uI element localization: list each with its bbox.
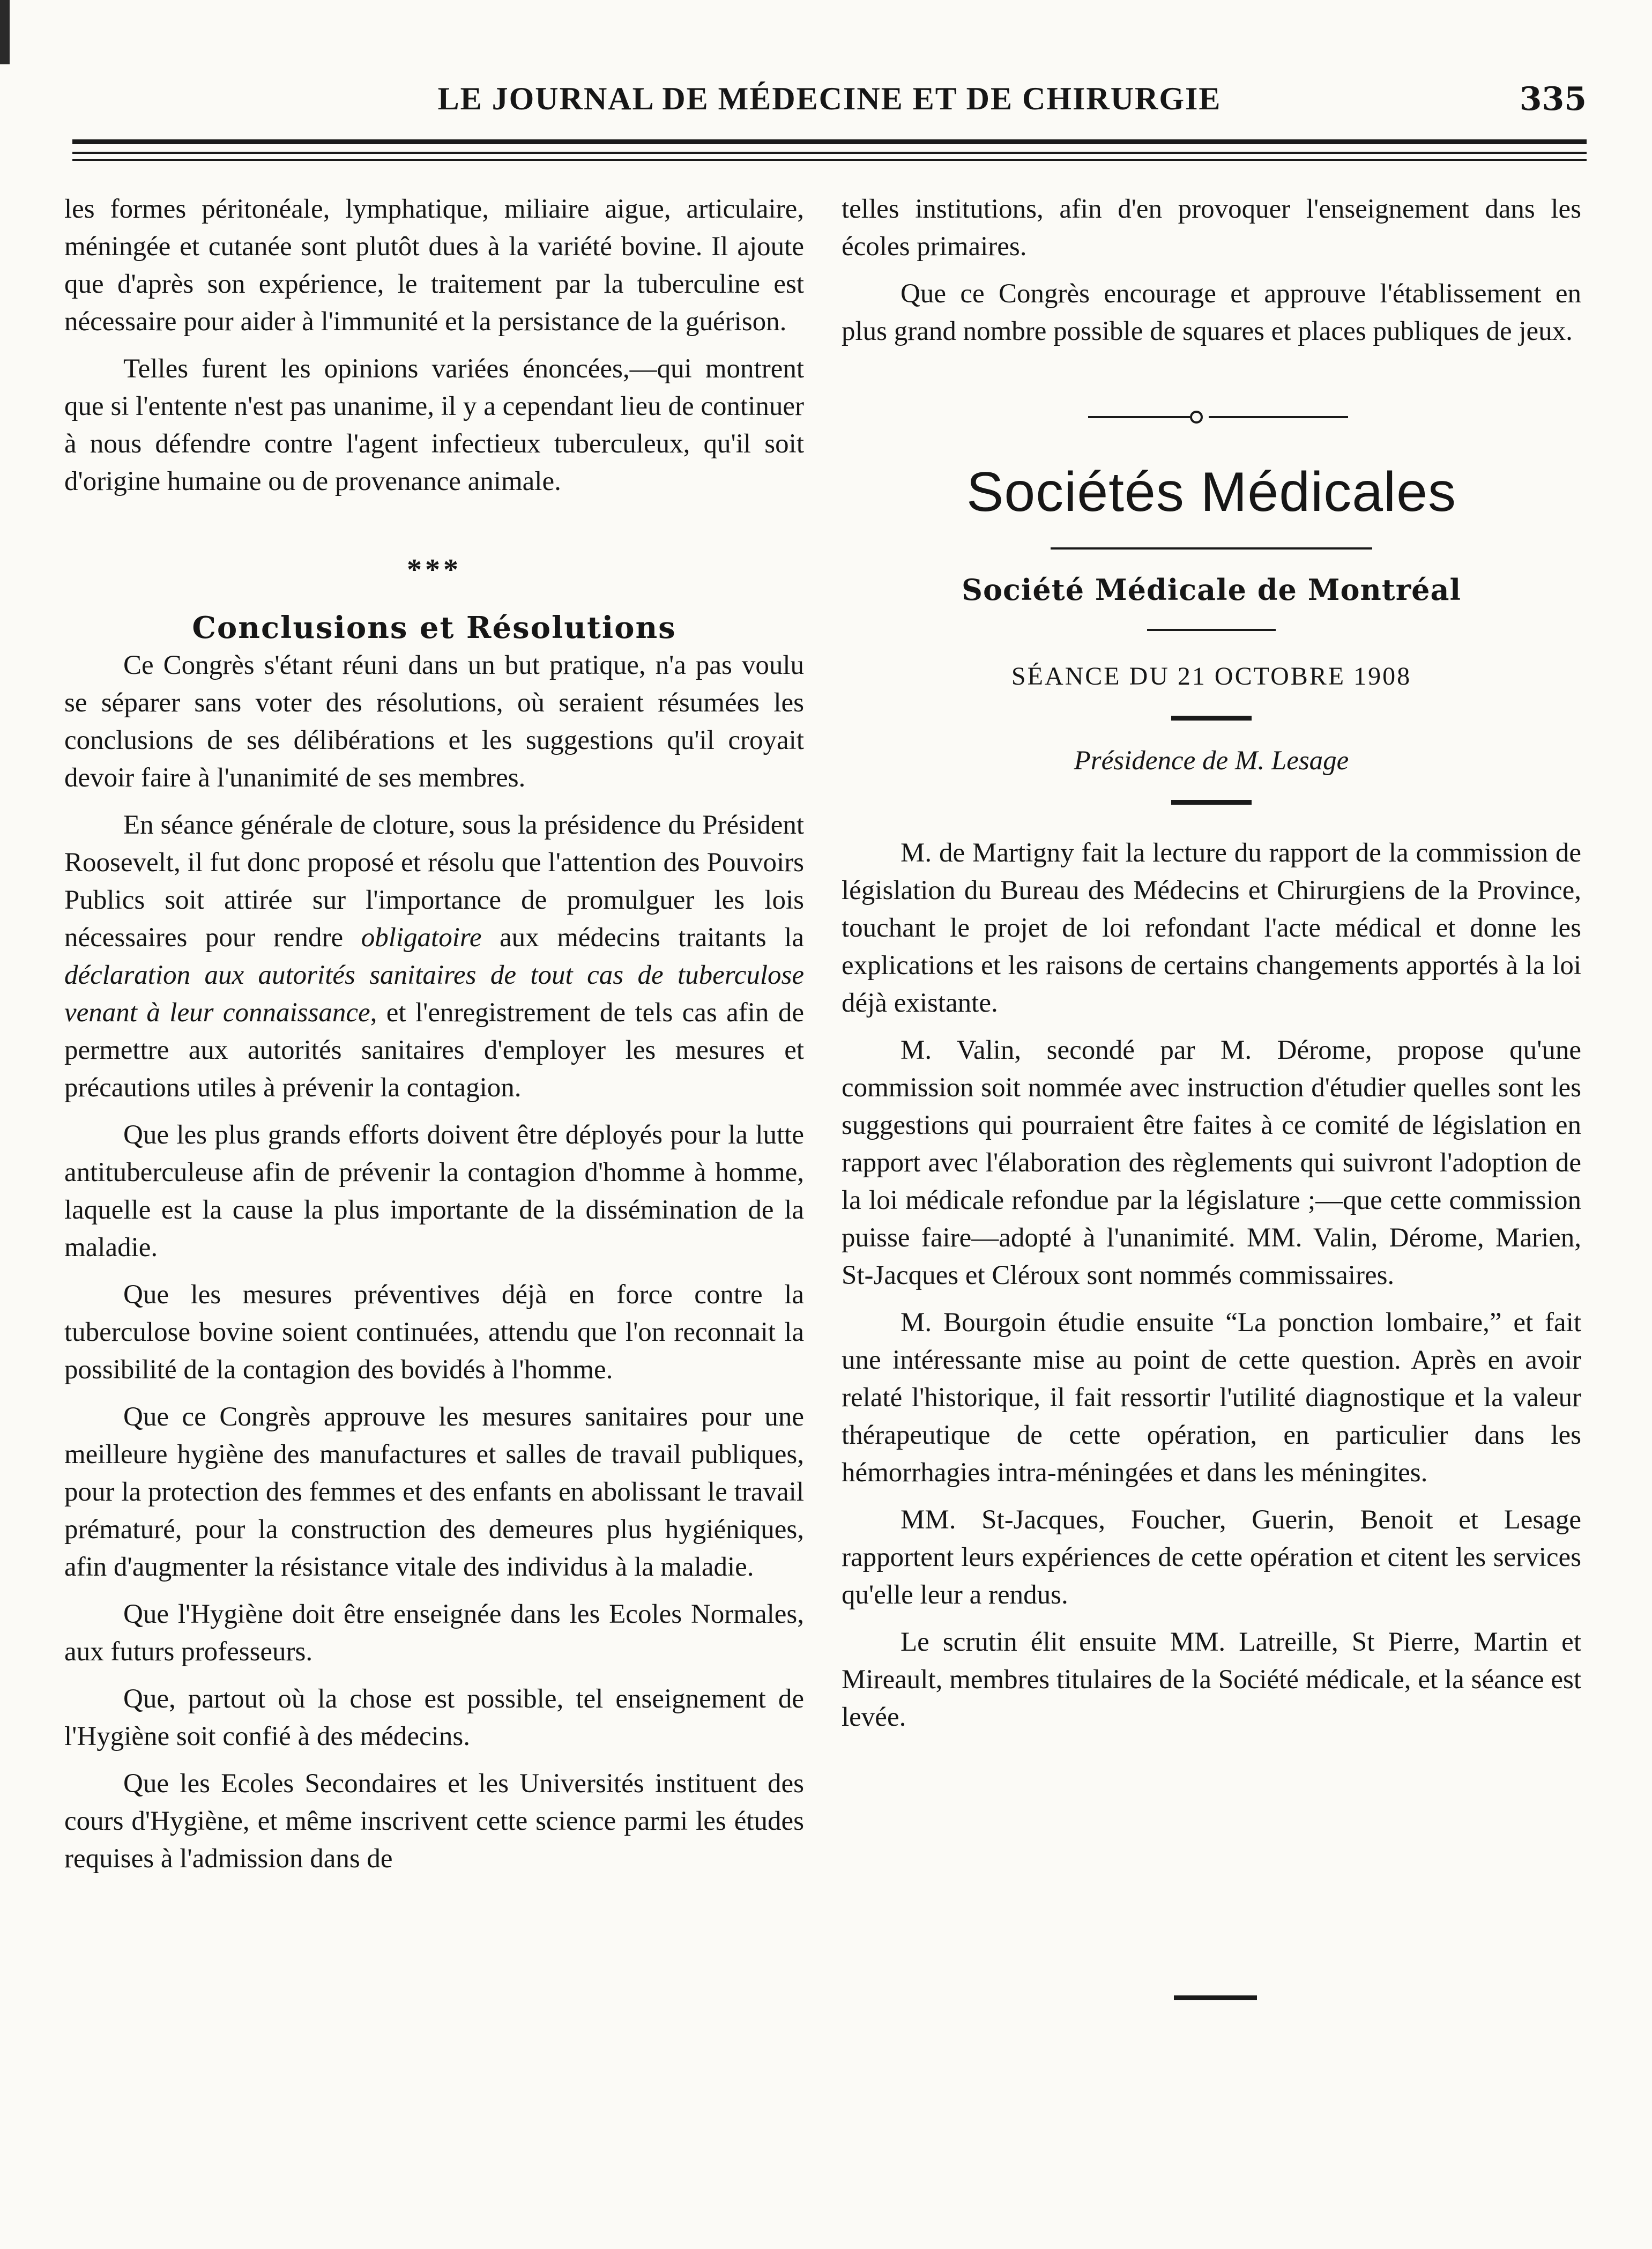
- paragraph: Ce Congrès s'étant réuni dans un but pratique, n'a pas voulu se séparer sans voter des résolutions, où seraient résumées les conclusions de ses délibérations et les suggestions qu'il croyait devoir faire à l'unanimité de ses membres.: [64, 650, 804, 793]
- asterism: ***: [407, 553, 462, 587]
- paragraph: Que les plus grands efforts doivent être déployés pour la lutte antituberculeuse afin de prévenir la contagion d'homme à homme, laquelle est la cause la plus importante de la dissémination de la maladie.: [64, 1120, 804, 1263]
- italic-run: obligatoire: [361, 923, 482, 953]
- session-date: SÉANCE DU 21 OCTOBRE 1908: [1011, 662, 1412, 691]
- section-ornament: [842, 406, 1581, 428]
- paragraph: [64, 806, 804, 1107]
- presidency-rule: [1171, 800, 1252, 805]
- left-column: [64, 190, 804, 1877]
- ornament-circle: [1190, 411, 1203, 424]
- paragraph: les formes péritonéale, lymphatique, miliaire aigue, articulaire, méningée et cutanée sont plutôt dues à la variété bovine. Il ajoute que d'après son expérience, le traitement par la tuberculine est nécessaire pour aider à l'immunité et la persistance de la guérison.: [64, 194, 804, 337]
- minutes-body: [842, 834, 1581, 1736]
- paragraph: Que l'Hygiène doit être enseignée dans les Ecoles Normales, aux futurs professeurs.: [64, 1599, 804, 1667]
- header-rule-thick: [72, 139, 1587, 144]
- society-title: Société Médicale de Montréal: [961, 573, 1462, 607]
- paragraph: Que, partout où la chose est possible, tel enseignement de l'Hygiène soit confié à des médecins.: [64, 1684, 804, 1751]
- section-heading: Sociétés Médicales: [966, 461, 1456, 523]
- text-run: aux médecins traitants la: [481, 923, 804, 953]
- paragraph: Le scrutin élit ensuite MM. Latreille, St Pierre, Martin et Mireault, membres titulaires de la Société médicale, et la séance est levée.: [842, 1627, 1581, 1732]
- page-header: [72, 80, 1587, 129]
- paragraph: M. Valin, secondé par M. Dérome, propose qu'une commission soit nommée avec instruction d'étudier quelles sont les suggestions qui pourraient être faites à ce comité de législation en rapport avec l'élaboration des règlements qui suivront l'adoption de la loi médicale refondue par la législature ;—que cette commission puisse faire—adopté à l'unanimité. MM. Valin, Dérome, Marien, St-Jacques et Cléroux sont nommés commissaires.: [842, 1035, 1581, 1290]
- text-run: En séance générale de cloture, sous la présidence du Président Roosevelt, il fut donc proposé et résolu que l'attention des Pouvoirs Publics soit attirée sur l'importance de promulguer les lois nécessaires pour rendre: [64, 810, 804, 953]
- society-rule: [1147, 629, 1276, 631]
- page-edge-mark: [0, 0, 10, 64]
- ornament-line: [1088, 416, 1190, 418]
- right-column: [842, 190, 1581, 1736]
- section-title: Conclusions et Résolutions: [192, 610, 676, 645]
- header-rule-thin: [72, 152, 1587, 154]
- paragraph: M. Bourgoin étudie ensuite “La ponction lombaire,” et fait une intéressante mise au point de cette question. Après en avoir relaté l'historique, il fait ressortir l'utilité diagnostique et la valeur thérapeutique de cette opération, en particulier dans les hémorrhagies intra-méningées et dans les méningites.: [842, 1308, 1581, 1488]
- heading-rule: [1051, 547, 1372, 550]
- paragraph: Que les Ecoles Secondaires et les Universités instituent des cours d'Hygiène, et même inscrivent cette science parmi les études requises à l'admission dans de: [64, 1769, 804, 1874]
- presidency: Présidence de M. Lesage: [1074, 746, 1349, 776]
- paragraph: Telles furent les opinions variées énoncées,—qui montrent que si l'entente n'est pas unanime, il y a cependant lieu de continuer à nous défendre contre l'agent infectieux tuberculeux, qu'il soit d'origine humaine ou de provenance animale.: [64, 354, 804, 496]
- paragraph: MM. St-Jacques, Foucher, Guerin, Benoit et Lesage rapportent leurs expériences de cette opération et citent les services qu'elle leur a rendus.: [842, 1505, 1581, 1610]
- paragraph: M. de Martigny fait la lecture du rapport de la commission de législation du Bureau des Médecins et Chirurgiens de la Province, touchant le projet de loi refondant l'acte médical et donne les explications et les raisons de certains changements apportés à la loi déjà existante.: [842, 838, 1581, 1018]
- end-rule: [1174, 1995, 1257, 2000]
- running-title: LE JOURNAL DE MÉDECINE ET DE CHIRURGIE: [437, 81, 1222, 116]
- ornament-line: [1209, 416, 1348, 418]
- header-rule-thin-2: [72, 159, 1587, 161]
- paragraph: Que les mesures préventives déjà en force contre la tuberculose bovine soient continuées, attendu que l'on reconnait la possibilité de la contagion des bovidés à l'homme.: [64, 1280, 804, 1385]
- session-rule: [1171, 716, 1252, 721]
- page-number: 335: [1519, 80, 1587, 118]
- paragraph: telles institutions, afin d'en provoquer l'enseignement dans les écoles primaires.: [842, 194, 1581, 262]
- paragraph: Que ce Congrès encourage et approuve l'établissement en plus grand nombre possible de squares et places publiques de jeux.: [842, 279, 1581, 346]
- italic-run: déclaration aux autorités sanitaires de tout cas de tuberculose venant à leur connaissance: [64, 960, 804, 1028]
- text-run: , et l'enregistrement de tels cas afin de permettre aux autorités sanitaires d'employer les mesures et précautions utiles à prévenir la contagion.: [64, 998, 804, 1103]
- paragraph: Que ce Congrès approuve les mesures sanitaires pour une meilleure hygiène des manufactures et salles de travail publiques, pour la protection des femmes et des enfants en abolissant le travail prématuré, pour la construction des demeures plus hygiéniques, afin d'augmenter la résistance vitale des individus à la maladie.: [64, 1402, 804, 1582]
